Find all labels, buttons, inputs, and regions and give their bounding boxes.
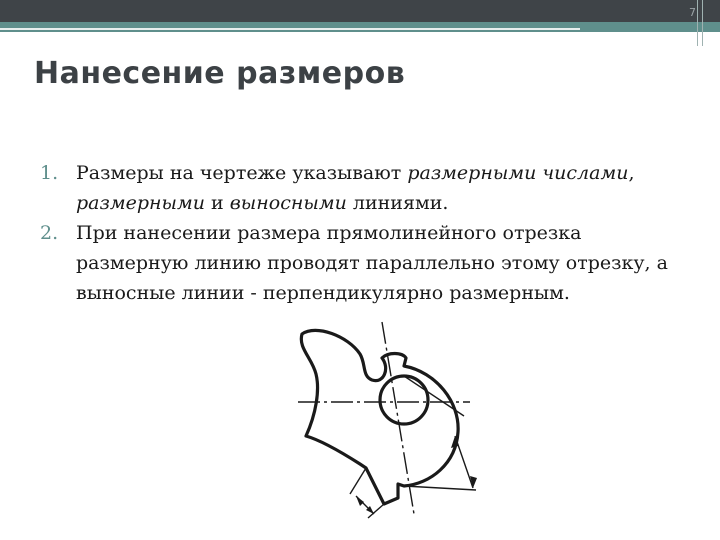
list-item-number: 2. [40, 222, 59, 244]
bore-circle [380, 376, 428, 424]
list-item-text-part: , [628, 162, 635, 184]
extension-line [350, 468, 366, 494]
slide-accent-bar [0, 22, 720, 32]
list-item [40, 158, 680, 218]
list-item-text-part: Размеры на чертеже указывают [76, 162, 408, 184]
extension-line [404, 486, 476, 490]
list-item-text-part: При нанесении размера прямолинейного отрезка размерную линию проводят параллельно этому отрезку, а выносные линии - перпендикулярно размерным. [76, 222, 668, 304]
list-item-text-part-italic: размерными [76, 192, 205, 214]
list-item-text-part-italic: выносными [229, 192, 347, 214]
dimension-arrow [356, 496, 364, 506]
header-decoration-strip [0, 28, 580, 30]
slide-number: 7 [689, 6, 696, 19]
list-item [40, 218, 680, 308]
header-decoration-line [697, 0, 698, 46]
numbered-list [40, 158, 680, 308]
slide-top-bar [0, 0, 720, 22]
header-decoration-strip [440, 42, 668, 44]
technical-drawing-figure [290, 318, 490, 522]
part-outline [301, 330, 458, 504]
slide-title: Нанесение размеров [34, 56, 406, 91]
header-decoration-strip [700, 36, 720, 46]
list-item-text-part: и [205, 192, 230, 214]
list-item-text-part: линиями. [346, 192, 449, 214]
list-item-number: 1. [40, 162, 59, 184]
list-item-text-part-italic: размерными числами [407, 162, 629, 184]
header-decoration-line [702, 0, 703, 46]
dimension-line [455, 436, 473, 488]
header-decoration-strip [430, 38, 580, 40]
